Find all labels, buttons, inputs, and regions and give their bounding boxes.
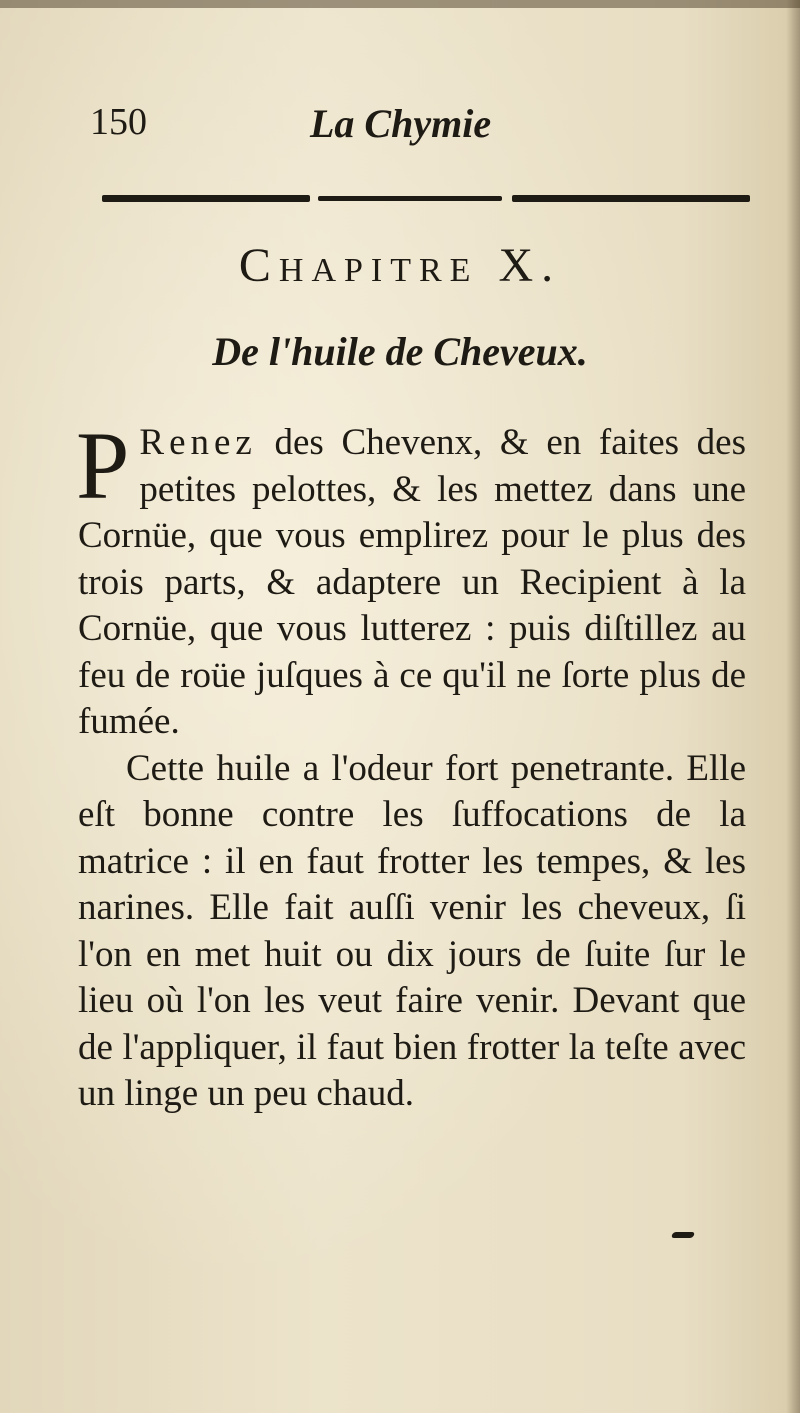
chapter-title: Chapitre X. [238,239,562,292]
ornamental-rule [102,193,750,205]
paragraph-2: Cette huile a l'odeur fort penetrante. Elle eſt bonne contre les ſuffocations de la matrice : il en faut frotter les tempes, & les narines. Elle fait auſſi venir les cheveux, ſi l'on en met huit ou dix jours de ſuite ſur le lieu où l'on les veut faire venir. Devant que de l'appliquer, il faut bien frotter la teſte avec un linge un peu chaud. [78,747,746,1114]
chapter-subtitle: De l'huile de Cheveux. [212,329,588,374]
paragraph-1-opening: Renez [139,422,257,463]
rule-segment-middle [318,196,502,201]
page-number: 150 [90,101,147,143]
drop-cap: P [76,412,130,519]
rule-segment-left [102,195,310,202]
rule-segment-right [512,195,750,202]
tail-ornament [671,1232,695,1238]
running-head: La Chymie [310,101,492,146]
page-gutter-shadow [786,0,800,1413]
paragraph-1-text: des Chevenx, & en faites des petites pelottes, & les mettez dans une Cornüe, que vous emplirez pour le plus des trois parts, & adaptere un Recipient à la Cornüe, que vous lutterez : puis diſtillez au feu de roüe juſques à ce qu'il ne ſorte plus de fumée. [78,422,746,742]
body-text [76,412,746,1118]
paragraph-1 [76,412,746,746]
page-header [80,100,740,160]
page-top-edge [0,0,800,8]
